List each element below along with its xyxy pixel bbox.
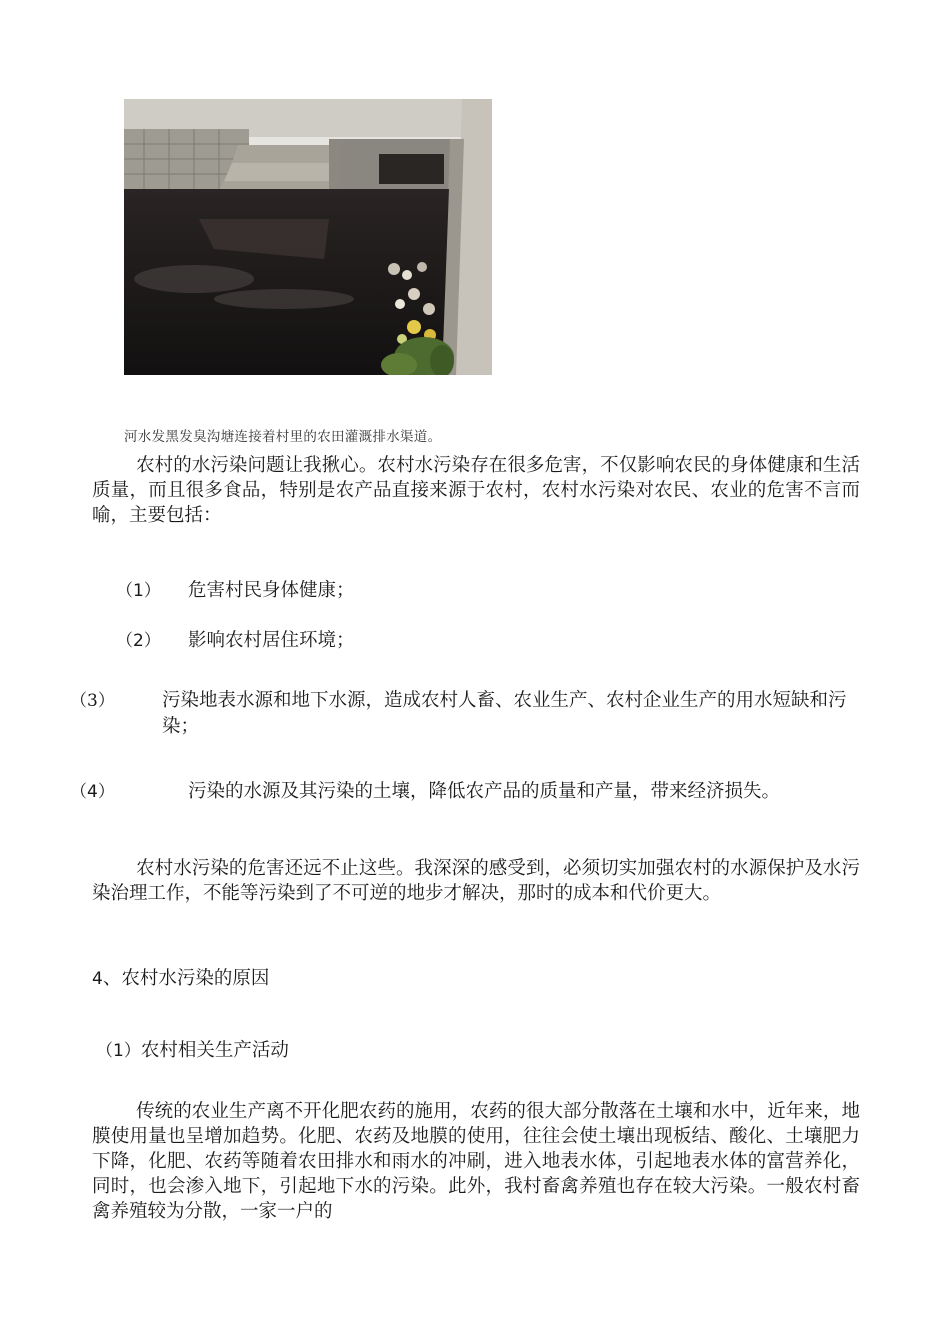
body-paragraph [92,1099,860,1224]
subsection-heading [96,1038,289,1064]
hazard-text-1: 危害村民身体健康； [188,580,355,601]
hazard-num-3: （3） [70,691,115,711]
pond-illustration [124,99,492,375]
conclusion-text: 农村水污染的危害还远不止这些。我深深的感受到，必须切实加强农村的水源保护及水污染治理工作，不能等污染到了不可逆的地步才解决，那时的成本和代价更大。 [92,858,860,904]
section-title: 、农村水污染的原因 [102,968,270,989]
pond-photo [124,99,492,375]
subsection-title: 农村相关生产活动 [140,1040,289,1061]
hazard-text-4: 污染的水源及其污染的土壤，降低农产品的质量和产量，带来经济损失。 [188,781,781,802]
intro-paragraph [92,453,860,528]
section-heading [92,966,269,992]
hazard-num-2: （2） [116,631,161,651]
hazard-text-3: 污染地表水源和地下水源，造成农村人畜、农业生产、农村企业生产的用水短缺和污染； [162,690,847,737]
hazard-item-1 [116,578,860,604]
hazard-num-4: （4） [70,782,115,802]
hazard-num-1: （1） [116,581,161,601]
subsection-number: （1） [96,1041,141,1061]
hazard-item-2 [116,628,860,654]
hazard-text-2: 影响农村居住环境； [188,630,355,651]
hazard-item-3 [70,688,860,739]
body-text: 传统的农业生产离不开化肥农药的施用，农药的很大部分散落在土壤和水中，近年来，地膜使用量也呈增加趋势。化肥、农药及地膜的使用，往往会使土壤出现板结、酸化、土壤肥力下降，化肥、农药等随着农田排水和雨水的冲刷，进入地表水体，引起地表水体的富营养化，同时，也会渗入地下，引起地下水的污染。此外，我村畜禽养殖也存在较大污染。一般农村畜禽养殖较为分散，一家一户的 [92,1101,860,1222]
figure-caption: 河水发黑发臭沟塘连接着村里的农田灌溉排水渠道。 [124,429,442,445]
hazard-item-4 [70,773,860,811]
section-number: 4 [92,969,103,989]
intro-text: 农村的水污染问题让我揪心。农村水污染存在很多危害，不仅影响农民的身体健康和生活质量，而且很多食品，特别是农产品直接来源于农村，农村水污染对农民、农业的危害不言而喻，主要包括： [92,455,860,526]
conclusion-paragraph [92,856,860,906]
